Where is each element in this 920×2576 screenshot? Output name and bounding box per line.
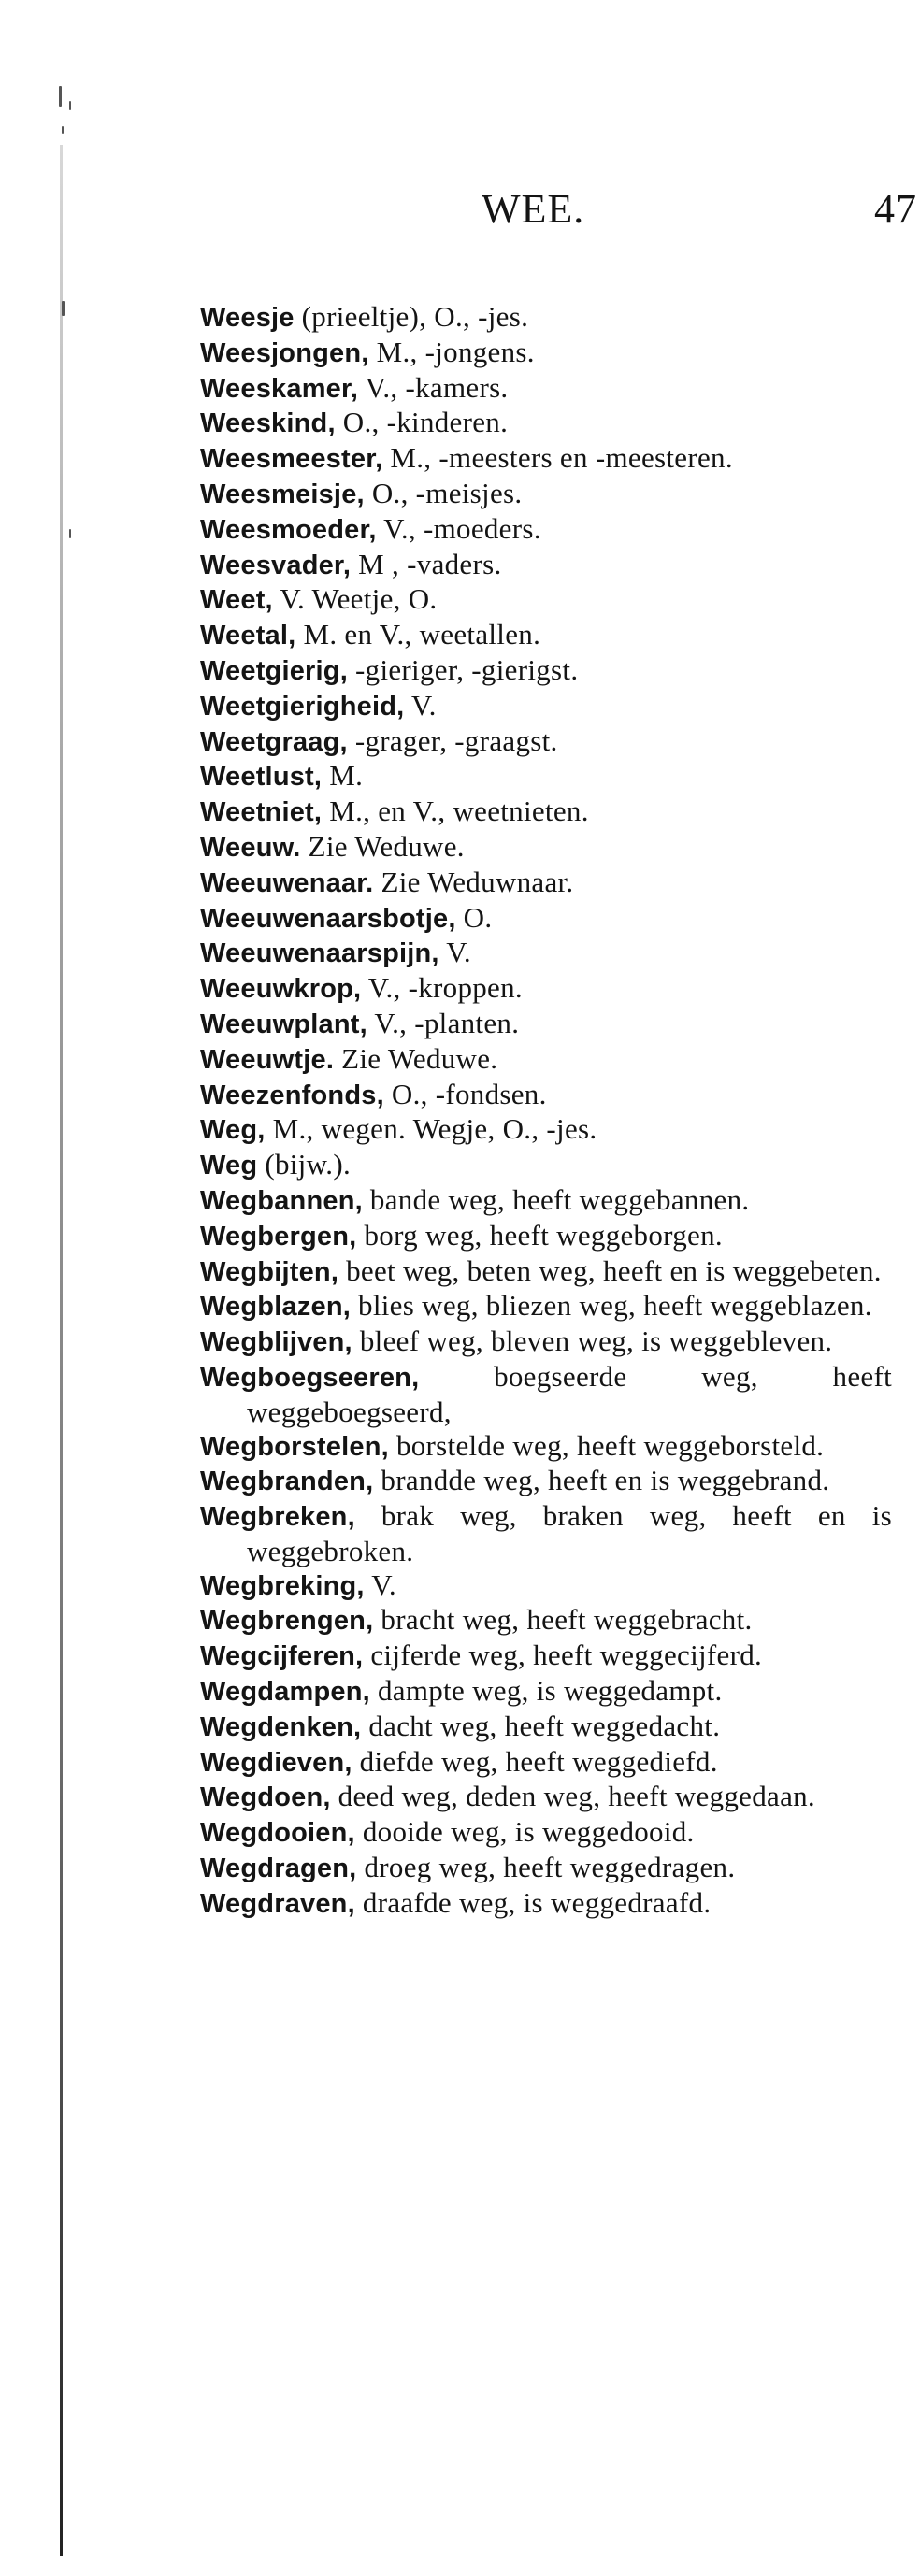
dictionary-entry (200, 653, 892, 689)
dictionary-entry (200, 1780, 892, 1815)
dictionary-entry (200, 1499, 892, 1568)
entry-headword: Weg (200, 1151, 258, 1181)
entry-definition: deed weg, deden weg, heeft weggedaan. (330, 1780, 815, 1813)
entry-headword: Wegdraven, (200, 1888, 355, 1919)
entry-definition: M. (322, 759, 364, 793)
entry-definition: bracht weg, heeft weggebracht. (373, 1603, 753, 1637)
entry-headword: Wegblazen, (200, 1292, 351, 1323)
entry-definition: M., -jongens. (368, 335, 535, 368)
entry-headword: Weet, (200, 585, 273, 616)
dictionary-entry (200, 971, 892, 1007)
entry-definition: -gieriger, -gierigst. (347, 652, 579, 686)
entry-definition: boegseerde weg, heeft weggeboegseerd, (247, 1359, 892, 1428)
entry-definition: Zie Weduwnaar. (373, 865, 574, 898)
dictionary-entry (200, 406, 892, 441)
dictionary-entry (200, 1603, 892, 1639)
dictionary-entry (200, 724, 892, 760)
dictionary-entry (200, 548, 892, 583)
entry-definition: borstelde weg, heeft weggeborsteld. (388, 1428, 825, 1462)
entry-headword: Weesmoeder, (200, 514, 377, 545)
dictionary-entry (200, 1219, 892, 1254)
entry-headword: Wegdampen, (200, 1677, 370, 1708)
entry-headword: Weeskind, (200, 408, 336, 439)
dictionary-entry (200, 582, 892, 618)
entry-definition: V. Weetje, O. (272, 582, 438, 616)
dictionary-entry (200, 759, 892, 794)
entry-headword: Weeuwtje. (200, 1044, 335, 1075)
dictionary-entry (200, 1429, 892, 1465)
dictionary-entry (200, 866, 892, 901)
dictionary-entry (200, 1254, 892, 1290)
entry-definition: borg weg, heeft weggeborgen. (356, 1218, 723, 1252)
entry-headword: Weetlust, (200, 762, 323, 793)
page-number: 47 (874, 186, 917, 232)
entry-headword: Weeuwplant, (200, 1009, 367, 1039)
entry-headword: Wegdenken, (200, 1711, 362, 1742)
entry-definition: V. (364, 1567, 396, 1601)
entry-headword: Wegboegseeren, (200, 1362, 420, 1393)
page-binding-edge (60, 145, 63, 2556)
entry-headword: Wegdoen, (200, 1782, 331, 1813)
entry-headword: Weesmeisje, (200, 479, 365, 509)
dictionary-entry (200, 1886, 892, 1922)
dictionary-entry (200, 1639, 892, 1674)
running-head: WEE. (482, 186, 585, 232)
entry-definition: draafde weg, is weggedraafd. (354, 1885, 712, 1919)
scan-speck (69, 101, 71, 110)
page-header (0, 185, 920, 241)
dictionary-entry (200, 441, 892, 477)
dictionary-entry (200, 1078, 892, 1113)
scan-speck (62, 301, 65, 316)
dictionary-entry (200, 1324, 892, 1360)
entry-definition: V., -moeders. (376, 511, 541, 545)
dictionary-entry (200, 1568, 892, 1604)
entry-definition: dampte weg, is weggedampt. (369, 1674, 723, 1708)
dictionary-entry (200, 1710, 892, 1745)
entry-definition: Zie Weduwe. (300, 829, 465, 863)
entry-definition: dooide weg, is weggedooid. (354, 1815, 695, 1849)
entry-headword: Wegblijven, (200, 1327, 352, 1358)
entry-list (200, 300, 892, 1922)
entry-headword: Weetniet, (200, 797, 323, 828)
entry-definition: beet weg, beten weg, heeft en is weggebeten. (338, 1253, 882, 1287)
entry-headword: Weesjongen, (200, 337, 369, 368)
dictionary-entry (200, 1464, 892, 1499)
entry-definition: -grager, -graagst. (347, 723, 558, 757)
entry-headword: Weeuwkrop, (200, 974, 362, 1005)
dictionary-entry (200, 1112, 892, 1148)
entry-headword: Wegdooien, (200, 1818, 355, 1849)
entry-headword: Weg, (200, 1115, 266, 1146)
entry-definition: O. (455, 900, 493, 934)
entry-definition: M., wegen. Wegje, O., -jes. (265, 1112, 597, 1146)
dictionary-entry (200, 1360, 892, 1429)
dictionary-entry (200, 830, 892, 866)
entry-definition: V., -kamers. (358, 370, 509, 404)
entry-headword: Weezenfonds, (200, 1080, 384, 1110)
entry-headword: Wegbergen, (200, 1221, 357, 1252)
entry-definition: V. (404, 688, 437, 722)
entry-headword: Weesvader, (200, 550, 352, 580)
entry-definition: brandde weg, heeft en is weggebrand. (373, 1464, 830, 1497)
dictionary-entry (200, 1851, 892, 1886)
entry-definition: M. en V., weetallen. (295, 618, 541, 651)
dictionary-entry (200, 1674, 892, 1710)
scan-speck (59, 86, 62, 107)
entry-definition: O., -meisjes. (364, 476, 523, 509)
entry-headword: Weetgierigheid, (200, 691, 405, 722)
entry-definition: (prieeltje), O., -jes. (294, 300, 529, 333)
entry-headword: Wegbijten, (200, 1256, 339, 1287)
dictionary-entry (200, 477, 892, 512)
dictionary-entry (200, 901, 892, 937)
entry-definition: M., en V., weetnieten. (322, 794, 589, 828)
entry-definition: cijferde weg, heeft weggecijferd. (363, 1639, 763, 1672)
dictionary-entry (200, 1815, 892, 1851)
entry-headword: Wegcijferen, (200, 1641, 364, 1672)
entry-headword: Weeskamer, (200, 373, 359, 404)
entry-headword: Weetgraag, (200, 726, 348, 757)
dictionary-entry (200, 1007, 892, 1042)
dictionary-entry (200, 336, 892, 371)
entry-definition: M., -meesters en -meesteren. (382, 441, 733, 475)
entry-headword: Weesje (200, 303, 295, 333)
entry-definition: dacht weg, heeft weggedacht. (361, 1709, 721, 1742)
entry-definition: droeg weg, heeft weggedragen. (356, 1851, 736, 1884)
dictionary-entry (200, 689, 892, 724)
dictionary-entry (200, 371, 892, 407)
entry-headword: Wegbreken, (200, 1502, 355, 1533)
entry-headword: Weeuwenaarsbotje, (200, 903, 456, 934)
entry-definition: (bijw.). (257, 1148, 351, 1181)
dictionary-entry (200, 300, 892, 336)
dictionary-entry (200, 1289, 892, 1324)
dictionary-entry (200, 1148, 892, 1183)
entry-definition: O., -fondsen. (383, 1077, 547, 1110)
entry-definition: diefde weg, heeft weggediefd. (352, 1744, 718, 1778)
dictionary-entry (200, 1745, 892, 1781)
entry-definition: V. (438, 936, 471, 969)
entry-definition: bleef weg, bleven weg, is weggebleven. (352, 1324, 833, 1358)
entry-headword: Wegdragen, (200, 1853, 357, 1884)
entry-definition: M , -vaders. (351, 547, 502, 580)
entry-definition: blies weg, bliezen weg, heeft weggeblazen. (351, 1289, 872, 1323)
entry-headword: Wegbrengen, (200, 1606, 374, 1637)
entry-definition: Zie Weduwe. (334, 1041, 498, 1075)
entry-headword: Wegbranden, (200, 1467, 374, 1497)
dictionary-entry (200, 1183, 892, 1219)
dictionary-entry (200, 1042, 892, 1078)
entry-headword: Wegborstelen, (200, 1431, 389, 1462)
entry-headword: Wegdieven, (200, 1747, 352, 1778)
dictionary-entry (200, 512, 892, 548)
entry-headword: Weeuw. (200, 832, 301, 863)
dictionary-entry (200, 618, 892, 653)
dictionary-entry (200, 936, 892, 971)
scan-speck (69, 529, 71, 538)
entry-headword: Weetgierig, (200, 655, 348, 686)
entry-definition: V., -planten. (367, 1006, 520, 1039)
entry-headword: Weeuwenaarspijn, (200, 938, 439, 969)
scan-speck (62, 126, 64, 134)
entry-headword: Weeuwenaar. (200, 867, 374, 898)
entry-definition: bande weg, heeft weggebannen. (362, 1182, 750, 1216)
dictionary-entry (200, 794, 892, 830)
entry-definition: V., -kroppen. (361, 971, 523, 1005)
entry-headword: Wegbannen, (200, 1185, 363, 1216)
entry-definition: brak weg, braken weg, heeft en is weggebroken. (247, 1499, 892, 1567)
entry-headword: Wegbreking, (200, 1570, 365, 1601)
entry-headword: Weetal, (200, 621, 296, 651)
entry-headword: Weesmeester, (200, 444, 383, 475)
entry-definition: O., -kinderen. (335, 406, 509, 439)
